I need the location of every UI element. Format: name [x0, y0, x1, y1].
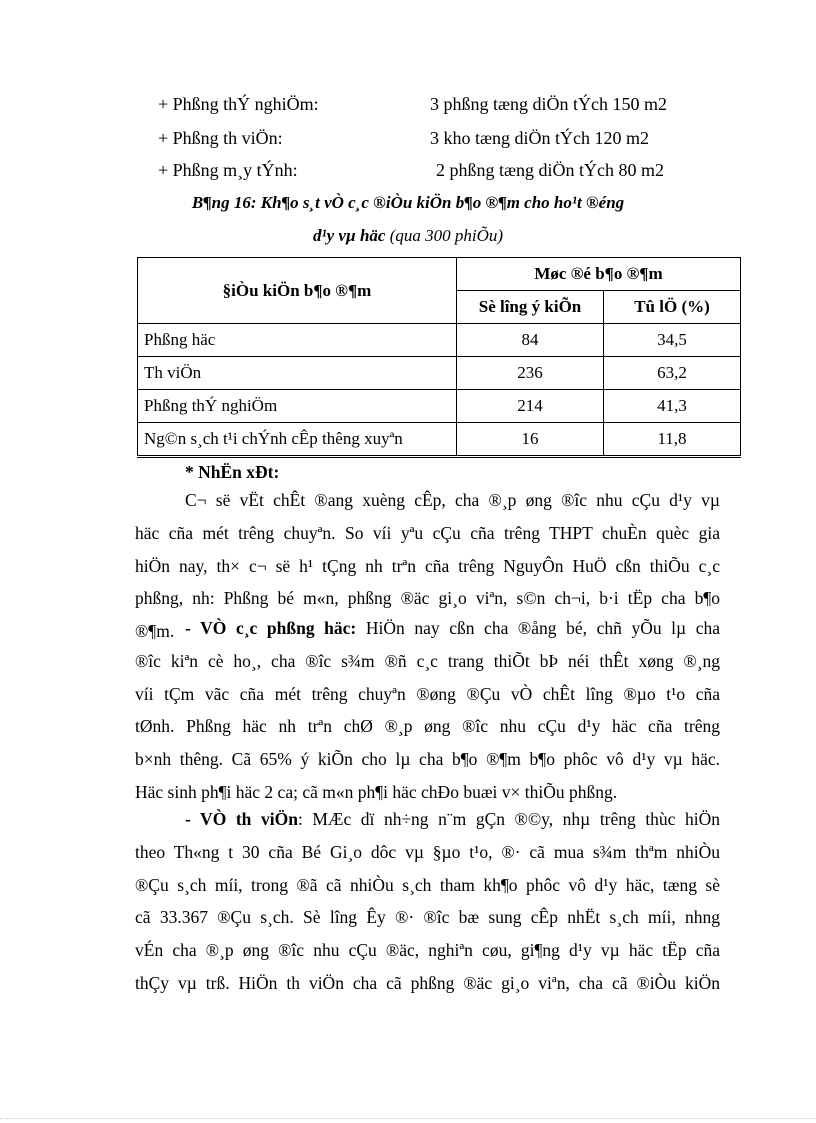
paragraph-line: phßng, nh: Phßng bé m«n, phßng ®äc gi¸o viªn, s©n ch¬i, b·i tËp cha b¶o — [135, 588, 720, 609]
row-percent: 34,5 — [604, 324, 741, 357]
table-row — [138, 423, 741, 457]
facility-computer-value: 2 phßng tæng diÖn tÝch 80 m2 — [436, 160, 664, 180]
table-row — [138, 324, 741, 357]
table-caption-subject: d¹y vµ häc — [312, 226, 386, 245]
table-row — [138, 357, 741, 390]
paragraph-heading: - VÒ c¸c phßng häc: — [185, 618, 357, 638]
paragraph-line: tØnh. Phßng häc nh trªn chØ ®¸p øng ®îc nhu cÇu d¹y häc cña trêng — [135, 716, 720, 737]
row-count: 84 — [457, 324, 604, 357]
row-label: Phßng häc — [138, 324, 457, 357]
row-count: 236 — [457, 357, 604, 390]
row-label: Ng©n s¸ch t¹i chÝnh cÊp thêng xuyªn — [138, 423, 457, 457]
paragraph-line: ®Çu s¸ch míi, trong ®ã cã nhiÒu s¸ch tham kh¶o phôc vô d¹y häc, tæng sè — [135, 874, 720, 895]
survey-table — [137, 257, 741, 458]
row-percent: 11,8 — [604, 423, 741, 457]
paragraph-line: cã 33.367 ®Çu s¸ch. Sè lîng Êy ®· ®îc bæ sung cÊp nhËt s¸ch míi, nhng — [135, 907, 720, 928]
facility-computer-name: + Phßng m¸y tÝnh: — [158, 160, 298, 180]
paragraph-line: víi tÇm vãc cña mét trêng chuyªn ®øng ®Çu vÒ chÊt lîng ®µo t¹o cña — [135, 683, 720, 704]
paragraph-line: C¬ së vËt chÊt ®ang xuèng cÊp, cha ®¸p øng ®îc nhu cÇu d¹y vµ — [185, 490, 720, 510]
paragraph-line: - VÒ c¸c phßng häc: HiÖn nay cßn cha ®ång bé, chñ yÕu lµ cha — [185, 618, 720, 638]
facility-lab-value: 3 phßng tæng diÖn tÝch 150 m2 — [430, 94, 667, 114]
table-caption-note: (qua 300 phiÕu) — [389, 226, 504, 245]
paragraph-line: thÇy vµ trß. HiÖn th viÖn cha cã phßng ®äc gi¸o viªn, cha cã ®iÒu kiÖn — [135, 972, 720, 993]
table-caption: B¶ng 16: Kh¶o s¸t vÒ c¸c ®iÒu kiÖn b¶o ®¶m cho ho¹t ®éng — [191, 193, 625, 212]
page-bottom-divider — [0, 1118, 816, 1119]
header-percent: Tû lÖ (%) — [604, 291, 741, 324]
paragraph-heading: - VÒ th viÖn — [185, 809, 298, 829]
paragraph-library — [135, 803, 720, 1000]
row-label: Phßng thÝ nghiÖm — [138, 390, 457, 423]
remark-heading: * NhËn xÐt: — [185, 462, 280, 482]
paragraph-line: häc cña mét trêng chuyªn. So víi yªu cÇu cña trêng THPT chuÈn quèc gia — [135, 522, 720, 543]
table-row — [138, 390, 741, 423]
row-percent: 41,3 — [604, 390, 741, 423]
paragraph-line: - VÒ th viÖn: MÆc dï nh÷ng n¨m gÇn ®©y, nhµ trêng thùc hiÖn — [185, 809, 720, 829]
paragraph-line: b×nh thêng. Cã 65% ý kiÕn cho lµ cha b¶o ®¶m b¶o phôc vô d¹y vµ häc. — [135, 749, 720, 770]
row-count: 214 — [457, 390, 604, 423]
facility-library-value: 3 kho tæng diÖn tÝch 120 m2 — [430, 128, 649, 148]
row-percent: 63,2 — [604, 357, 741, 390]
facility-lab-name: + Phßng thÝ nghiÖm: — [158, 94, 319, 114]
table-caption-line2 — [0, 226, 816, 246]
paragraph-classrooms — [135, 612, 720, 809]
paragraph-line: theo Th«ng t 30 cña Bé Gi¸o dôc vµ §µo t¹o, ®· cã mua s¾m thªm nhiÒu — [135, 841, 720, 862]
header-count: Sè lîng ý kiÕn — [457, 291, 604, 324]
row-label: Th viÖn — [138, 357, 457, 390]
paragraph-line: hiÖn nay, th× c¬ së h¹ tÇng nh trªn cña trêng NguyÔn HuÖ cßn thiÕu c¸c — [135, 555, 720, 576]
paragraph-line: Häc sinh ph¶i häc 2 ca; cã m«n ph¶i häc chÐo buæi v× thiÕu phßng. — [135, 781, 618, 802]
facility-library-name: + Phßng th viÖn: — [158, 128, 283, 148]
paragraph-line: ®¶m. — [135, 621, 175, 642]
row-count: 16 — [457, 423, 604, 457]
paragraph-line: vÉn cha ®¸p øng ®îc nhu cÇu ®äc, nghiªn cøu, gi¶ng d¹y vµ häc tËp cña — [135, 940, 720, 961]
paragraph-line: ®îc kiªn cè ho¸, cha ®îc s¾m ®ñ c¸c trang thiÕt bÞ néi thÊt xøng ®¸ng — [135, 650, 720, 671]
header-condition: §iÒu kiÖn b¶o ®¶m — [138, 258, 457, 324]
header-level: Møc ®é b¶o ®¶m — [457, 258, 741, 291]
